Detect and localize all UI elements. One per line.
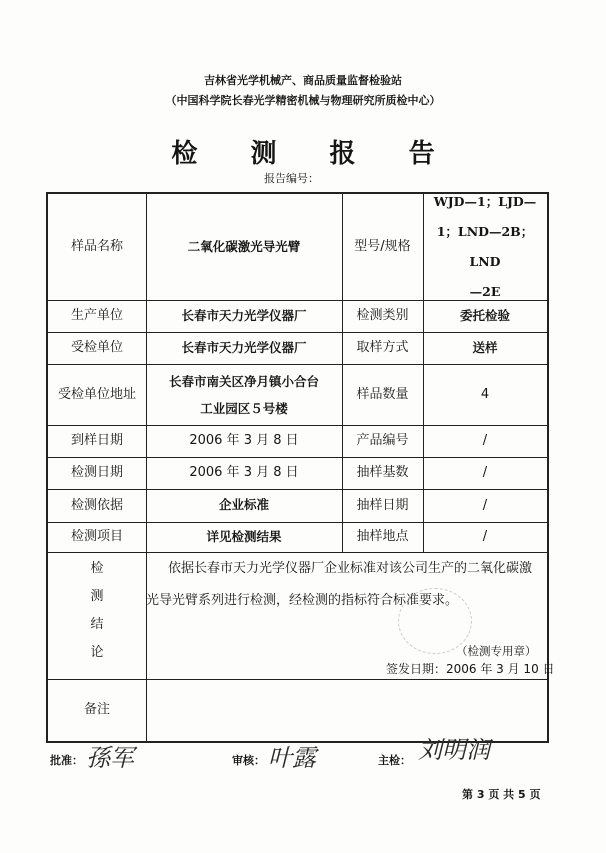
issue-date: 签发日期：2006 年 3 月 10 日 bbox=[386, 662, 555, 676]
sample-name-label: 样品名称 bbox=[70, 239, 123, 255]
client-address-line: 长春市南关区净月镇小合台 bbox=[168, 373, 319, 389]
conclusion-label-char: 论 bbox=[90, 644, 104, 660]
items-value: 详见检测结果 bbox=[206, 528, 282, 544]
basis-value: 企业标准 bbox=[218, 497, 269, 513]
test-date-value: 2006 年 3 月 8 日 bbox=[189, 465, 299, 481]
client-address-line: 工业园区５号楼 bbox=[200, 400, 288, 416]
basis-label: 检测依据 bbox=[70, 497, 123, 513]
page-number: 第 3 页 共 5 页 bbox=[462, 788, 541, 801]
sampling-place-label: 抽样地点 bbox=[356, 529, 409, 545]
manufacturer-value: 长春市天力光学仪器厂 bbox=[181, 307, 307, 323]
client-label: 受检单位 bbox=[70, 340, 123, 356]
org-subtitle: （中国科学院长春光学精密机械与物理研究所质检中心） bbox=[165, 94, 441, 107]
conclusion-label-char: 结 bbox=[90, 616, 104, 632]
test-type-label: 检测类别 bbox=[356, 308, 409, 324]
report-title: 检 测 报 告 bbox=[171, 139, 457, 169]
report-number-label: 报告编号： bbox=[264, 172, 319, 185]
approve-label: 批准： bbox=[50, 754, 83, 767]
client-address-value bbox=[146, 364, 342, 425]
client-address-label: 受检单位地址 bbox=[57, 386, 136, 402]
chief-signature: 刘明润 bbox=[418, 736, 490, 764]
items-label: 检测项目 bbox=[70, 529, 123, 545]
sampling-place-value: / bbox=[482, 529, 488, 545]
sampling-base-label: 抽样基数 bbox=[356, 465, 409, 481]
sampling-method-value: 送样 bbox=[472, 339, 498, 355]
sampling-date-value: / bbox=[482, 497, 488, 513]
arrival-date-label: 到样日期 bbox=[70, 433, 123, 449]
sampling-method-label: 取样方式 bbox=[356, 340, 409, 356]
manufacturer-label: 生产单位 bbox=[70, 308, 123, 324]
arrival-date-value: 2006 年 3 月 8 日 bbox=[189, 433, 299, 449]
remarks-label: 备注 bbox=[83, 702, 110, 718]
sample-qty-value: 4 bbox=[480, 386, 490, 402]
review-label: 审核： bbox=[232, 754, 265, 767]
conclusion-label-char: 检 bbox=[90, 560, 104, 576]
conclusion-label bbox=[48, 552, 146, 679]
product-no-label: 产品编号 bbox=[356, 433, 409, 449]
sample-qty-label: 样品数量 bbox=[356, 386, 409, 402]
model-value-line: WJD—1；LJD— bbox=[433, 194, 537, 209]
stamp-caption: （检测专用章） bbox=[456, 644, 537, 658]
sampling-base-value: / bbox=[482, 465, 488, 481]
sampling-date-label: 抽样日期 bbox=[356, 497, 409, 513]
review-signature: 叶露 bbox=[268, 744, 316, 772]
chief-label: 主检： bbox=[378, 754, 411, 767]
model-value-line: —2E bbox=[469, 284, 501, 299]
sample-name-value: 二氧化碳激光导光臂 bbox=[187, 238, 301, 254]
test-date-label: 检测日期 bbox=[70, 465, 123, 481]
conclusion-label-char: 测 bbox=[90, 588, 104, 604]
org-name: 吉林省光学机械产、商品质量监督检验站 bbox=[204, 74, 402, 87]
report-number bbox=[264, 170, 319, 186]
approve-signature: 孫军 bbox=[86, 744, 134, 772]
model-value bbox=[423, 194, 547, 300]
model-value-line: 1；LND—2B；LND bbox=[436, 224, 534, 269]
test-type-value: 委托检验 bbox=[459, 307, 510, 323]
model-label: 型号/规格 bbox=[354, 239, 411, 255]
client-value: 长春市天力光学仪器厂 bbox=[181, 339, 307, 355]
conclusion-text: 依据长春市天力光学仪器厂企业标准对该公司生产的二氧化碳激光导光臂系列进行检测，经检测的指标符合标准要求。 bbox=[146, 561, 533, 608]
product-no-value: / bbox=[482, 433, 488, 449]
